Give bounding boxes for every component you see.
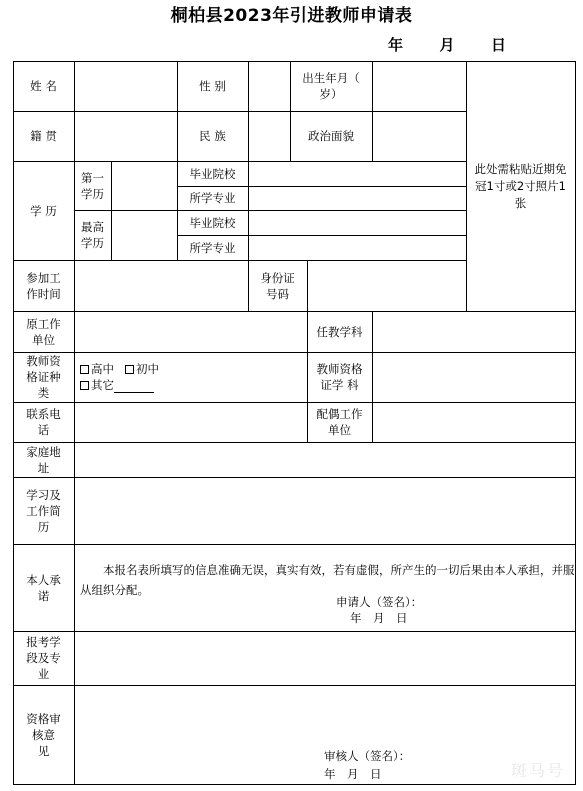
work-start-label: 参加工作时间 [26, 270, 61, 301]
option-other: 其它 [91, 378, 114, 392]
resume-label: 学习及工作简历 [26, 487, 61, 534]
phone-label: 联系电话 [26, 407, 61, 437]
address-label: 家庭地址 [26, 444, 61, 475]
photo-placeholder: 此处需粘贴近期免冠1寸或2寸照片1张 [474, 161, 567, 210]
promise-label: 本人承诺 [26, 572, 61, 603]
watermark: 斑马号 [510, 761, 565, 780]
reviewer-date: 年 月 日 [324, 767, 382, 781]
cert-type-options [74, 352, 307, 402]
spouse-unit-label: 配偶工作单位 [316, 407, 363, 437]
major2-label: 所学专业 [189, 240, 236, 255]
first-edu-label: 第一学历 [81, 170, 104, 201]
subject-label: 任教学科 [316, 324, 363, 339]
form-title: 桐柏县2023年引进教师申请表 [170, 6, 413, 26]
month-label: 月 [439, 36, 455, 54]
political-label: 政治面貌 [308, 129, 354, 143]
gender-label: 性 别 [199, 79, 226, 93]
checkbox-middleschool[interactable] [125, 365, 134, 374]
day-label: 日 [490, 36, 506, 54]
review-label: 资格审核意 见 [26, 711, 61, 758]
id-number-label: 身份证号码 [260, 270, 295, 301]
other-blank-line[interactable] [114, 380, 154, 393]
cert-subject-label: 教师资格证学 科 [316, 362, 363, 392]
native-label: 籍 贯 [30, 129, 57, 143]
checkbox-highschool[interactable] [80, 365, 89, 374]
ethnic-label: 民 族 [199, 129, 226, 143]
name-label: 姓 名 [30, 79, 57, 93]
applicant-signature: 申请人（签名）： [336, 595, 423, 609]
apply-level-label: 报考学段及专业 [26, 635, 61, 681]
highest-edu-label: 最高学历 [81, 220, 104, 250]
promise-text: 本报名表所填写的信息准确无误，真实有效，若有虚假，所产生的一切后果由本人承担，并服从组织分配。 [80, 563, 575, 597]
option-highschool: 高中 [91, 362, 114, 376]
cert-type-label: 教师资格证种类 [26, 354, 61, 400]
education-label: 学 历 [30, 203, 57, 218]
birth-label: 出生年月（ 岁） [302, 71, 360, 101]
major1-label: 所学专业 [189, 191, 236, 205]
checkbox-other[interactable] [80, 381, 89, 390]
orig-unit-label: 原工作单位 [26, 316, 61, 347]
year-label: 年 [388, 36, 404, 54]
school2-label: 毕业院校 [189, 215, 236, 230]
school1-label: 毕业院校 [189, 166, 236, 181]
reviewer-signature: 审核人（签名）： [324, 749, 411, 763]
applicant-date: 年 月 日 [350, 611, 408, 625]
option-middleschool: 初中 [135, 362, 159, 376]
